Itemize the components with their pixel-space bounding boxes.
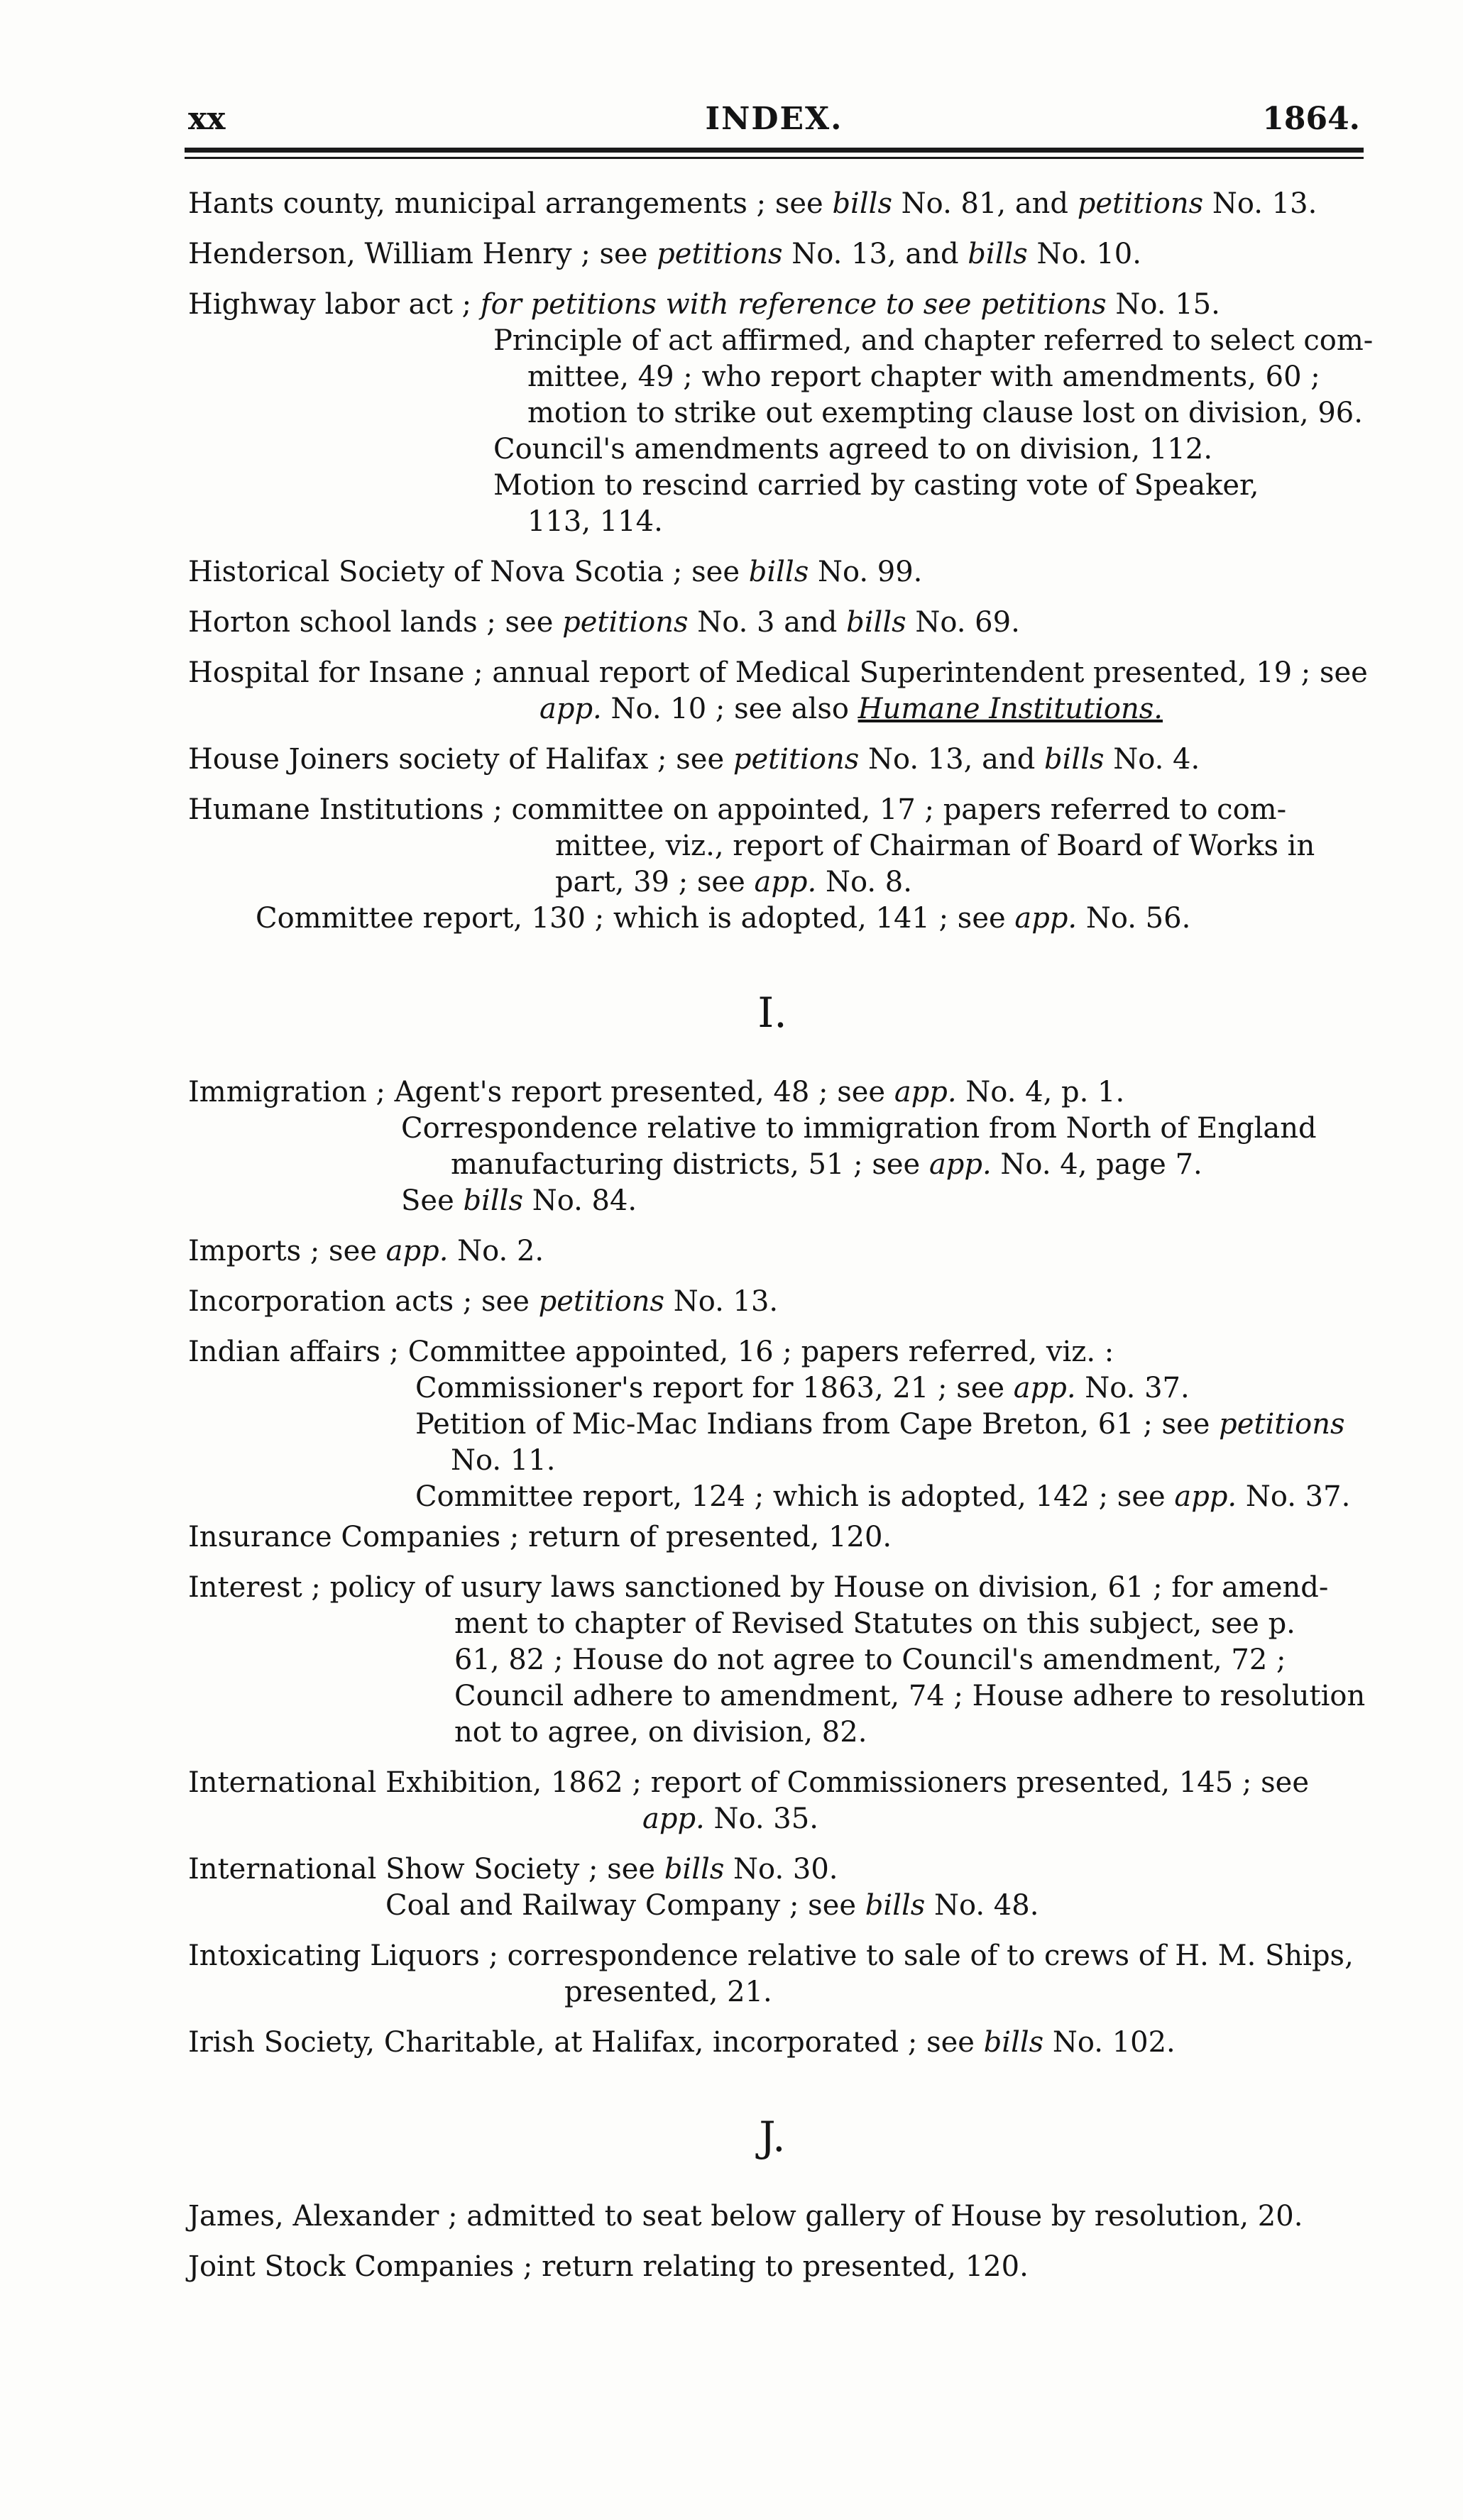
entry-subline: not to agree, on division, 82. xyxy=(454,1716,867,1749)
section-letter-i: I. xyxy=(757,989,787,1037)
entry-subline: Correspondence relative to immigration from North of England xyxy=(401,1112,1317,1145)
index-entry-joint-stock xyxy=(188,2249,1357,2285)
index-entry-irish-society xyxy=(188,2025,1357,2061)
entry-line: Immigration ; Agent's report presented, 48 ; see app. No. 4, p. 1. xyxy=(188,1076,1125,1108)
section-j-entries xyxy=(188,2199,1357,2285)
index-entry-international-show xyxy=(188,1852,1357,1924)
entry-subline: app. No. 35. xyxy=(642,1803,818,1835)
entry-subline: Principle of act affirmed, and chapter referred to select com- xyxy=(493,324,1374,357)
entry-subline: mittee, 49 ; who report chapter with amendments, 60 ; xyxy=(527,361,1320,393)
entry-line: James, Alexander ; admitted to seat below gallery of House by resolution, 20. xyxy=(188,2200,1303,2233)
running-head xyxy=(188,98,1360,141)
page-title: INDEX. xyxy=(705,101,843,137)
entry-subline: Coal and Railway Company ; see bills No. 48. xyxy=(385,1889,1039,1922)
entry-subline: mittee, viz., report of Chairman of Board of Works in xyxy=(555,830,1315,862)
index-entry-highway xyxy=(188,287,1374,540)
index-body xyxy=(188,186,1374,2299)
index-entry-hospital xyxy=(188,655,1368,727)
entry-subline: motion to strike out exempting clause lost on division, 96. xyxy=(527,397,1363,429)
entry-subline: 113, 114. xyxy=(527,505,663,538)
index-entry-james-alexander xyxy=(188,2199,1357,2235)
entry-subline: Council's amendments agreed to on division, 112. xyxy=(493,433,1213,466)
entry-subline: manufacturing districts, 51 ; see app. No. 4, page 7. xyxy=(451,1148,1202,1181)
entry-line: International Exhibition, 1862 ; report of Commissioners presented, 145 ; see xyxy=(188,1766,1309,1799)
header-rule-thin xyxy=(185,157,1364,159)
entry-line: Intoxicating Liquors ; correspondence relative to sale of to crews of H. M. Ships, xyxy=(188,1939,1354,1972)
entry-line: Imports ; see app. No. 2. xyxy=(188,1235,544,1267)
entry-subline: 61, 82 ; House do not agree to Council's amendment, 72 ; xyxy=(454,1644,1286,1676)
entry-subline: presented, 21. xyxy=(564,1976,772,2008)
entry-line: Joint Stock Companies ; return relating to presented, 120. xyxy=(188,2250,1029,2283)
entry-line: Irish Society, Charitable, at Halifax, incorporated ; see bills No. 102. xyxy=(188,2026,1176,2059)
index-entry-imports xyxy=(188,1233,1357,1270)
entry-line: Indian affairs ; Committee appointed, 16 ; papers referred, viz. : xyxy=(188,1336,1114,1368)
index-entry-humane-institutions xyxy=(188,792,1357,937)
entry-line: Historical Society of Nova Scotia ; see bills No. 99. xyxy=(188,556,923,588)
index-entry-immigration xyxy=(188,1074,1357,1219)
index-entry-horton xyxy=(188,605,1357,641)
entry-subline: part, 39 ; see app. No. 8. xyxy=(555,866,912,898)
year: 1864. xyxy=(1262,101,1360,137)
entry-line: International Show Society ; see bills No. 30. xyxy=(188,1853,838,1886)
section-i-entries xyxy=(188,1074,1366,2061)
index-entry-house-joiners xyxy=(188,742,1357,778)
section-letter-j: J. xyxy=(759,2113,786,2161)
index-entry-indian-affairs xyxy=(188,1334,1357,1515)
section-h-entries xyxy=(188,186,1374,937)
entry-line: Henderson, William Henry ; see petitions No. 13, and bills No. 10. xyxy=(188,238,1141,270)
entry-subline: ment to chapter of Revised Statutes on this subject, see p. xyxy=(454,1607,1295,1640)
entry-line: Interest ; policy of usury laws sanctioned by House on division, 61 ; for amend- xyxy=(188,1571,1329,1604)
entry-subline: Motion to rescind carried by casting vote of Speaker, xyxy=(493,469,1259,502)
entry-subline: Council adhere to amendment, 74 ; House adhere to resolution xyxy=(454,1680,1366,1712)
entry-subline: app. No. 10 ; see also Humane Institutions. xyxy=(539,693,1163,725)
entry-line: Hants county, municipal arrangements ; see bills No. 81, and petitions No. 13. xyxy=(188,187,1317,220)
entry-subline: Petition of Mic-Mac Indians from Cape Breton, 61 ; see petitions xyxy=(415,1408,1345,1441)
entry-line: Humane Institutions ; committee on appointed, 17 ; papers referred to com- xyxy=(188,793,1287,826)
entry-line: Insurance Companies ; return of presented, 120. xyxy=(188,1521,892,1553)
index-entry-historical-society xyxy=(188,554,1357,590)
entry-subline: No. 11. xyxy=(451,1444,556,1477)
index-entry-incorporation xyxy=(188,1284,1357,1320)
index-entry-hants xyxy=(188,186,1357,222)
entry-line: Horton school lands ; see petitions No. 3 and bills No. 69. xyxy=(188,606,1020,639)
entry-subline: Committee report, 124 ; which is adopted, 142 ; see app. No. 37. xyxy=(415,1480,1351,1513)
entry-subline: See bills No. 84. xyxy=(401,1184,637,1217)
index-entry-interest xyxy=(188,1570,1366,1751)
header-rule-thick xyxy=(185,148,1364,153)
entry-line: Incorporation acts ; see petitions No. 13. xyxy=(188,1285,779,1318)
entry-line: Hospital for Insane ; annual report of Medical Superintendent presented, 19 ; see xyxy=(188,656,1368,689)
entry-line: Highway labor act ; for petitions with reference to see petitions No. 15. xyxy=(188,288,1220,321)
index-entry-insurance xyxy=(188,1519,1357,1556)
index-entry-henderson xyxy=(188,236,1357,273)
index-entry-intoxicating-liquors xyxy=(188,1938,1357,2010)
page-number: xx xyxy=(188,101,226,137)
entry-line: House Joiners society of Halifax ; see petitions No. 13, and bills No. 4. xyxy=(188,743,1200,776)
entry-subline: Committee report, 130 ; which is adopted, 141 ; see app. No. 56. xyxy=(256,902,1191,935)
entry-subline: Commissioner's report for 1863, 21 ; see app. No. 37. xyxy=(415,1372,1190,1404)
index-entry-international-exhibition xyxy=(188,1765,1357,1837)
